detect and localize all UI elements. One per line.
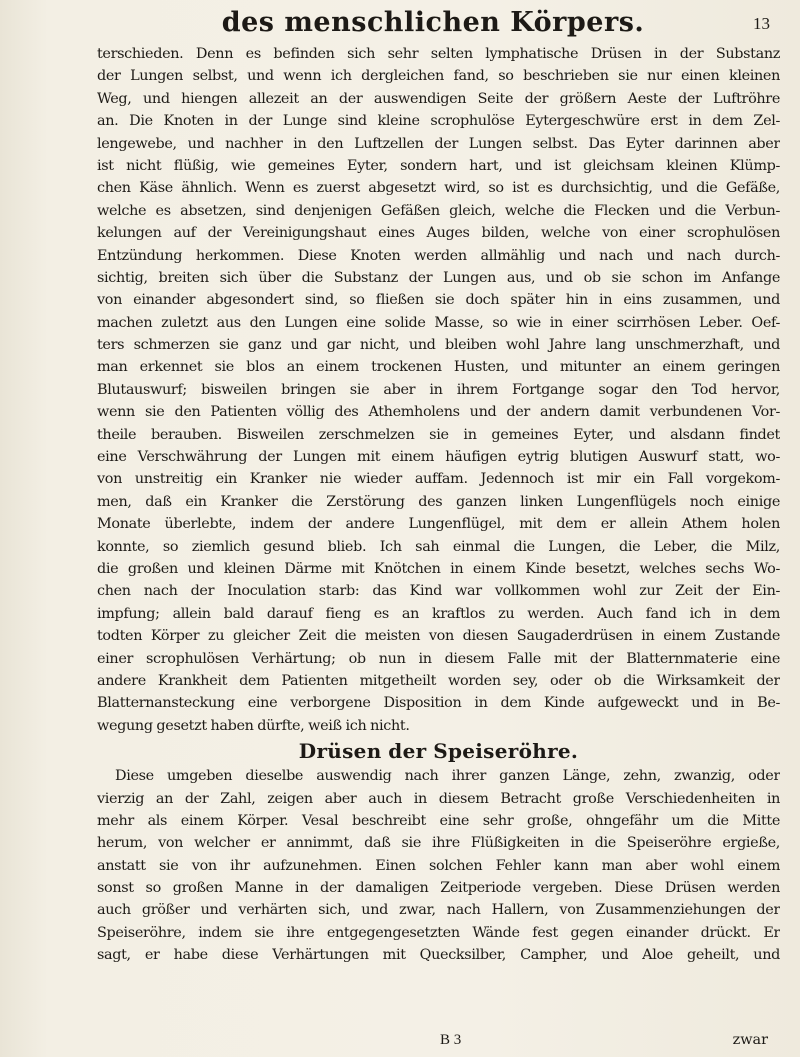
page-header — [96, 6, 770, 40]
text-line: men, daß ein Kranker die Zerstörung des ganzen linken Lungenflügels noch einige — [97, 493, 780, 510]
text-line: vierzig an der Zahl, zeigen aber auch in diesem Betracht große Verschiedenheiten in — [97, 790, 780, 807]
text-line: ters schmerzen sie ganz und gar nicht, und bleiben wohl Jahre lang unschmerzhaft, und — [97, 337, 780, 354]
text-line: machen zuletzt aus den Lungen eine solide Masse, so wie in einer scirrhösen Leber. Oef- — [97, 314, 780, 331]
text-line: die großen und kleinen Därme mit Knötchen in einem Kinde besetzt, welches sechs Wo- — [97, 560, 780, 577]
text-line: Monate überlebte, indem der andere Lungenflügel, mit dem er allein Athem holen — [97, 516, 780, 533]
text-line: der Lungen selbst, und wenn ich dergleichen fand, so beschrieben sie nur einen kleinen — [97, 68, 780, 85]
text-line: chen Käse ähnlich. Wenn es zuerst abgesetzt wird, so ist es durchsichtig, und die Gefäße, — [97, 180, 780, 197]
text-line: wegung gesetzt haben dürfte, weiß ich nicht. — [97, 717, 410, 734]
text-line: wenn sie den Patienten völlig des Athemholens und der andern damit verbundenen Vor- — [97, 404, 780, 421]
paragraph-2 — [97, 765, 780, 967]
body-text — [97, 43, 780, 967]
signature-mark: B 3 — [440, 1032, 462, 1048]
catchword: zwar — [732, 1032, 768, 1048]
text-line: sichtig, breiten sich über die Substanz der Lungen aus, und ob sie schon im Anfange — [97, 269, 780, 286]
text-line: todten Körper zu gleicher Zeit die meisten von diesen Saugaderdrüsen in einem Zustande — [97, 628, 780, 645]
text-line: Speiseröhre, indem sie ihre entgegengesetzten Wände fest gegen einander drückt. Er — [97, 924, 780, 941]
text-line: terschieden. Denn es befinden sich sehr selten lymphatische Drüsen in der Substanz — [97, 46, 780, 62]
text-line: an. Die Knoten in der Lunge sind kleine scrophulöse Eytergeschwüre erst in dem Zel- — [97, 113, 780, 130]
text-line: sonst so großen Manne in der damaligen Zeitperiode vergeben. Diese Drüsen werden — [97, 880, 780, 897]
text-line: Blutauswurf; bisweilen bringen sie aber in ihrem Fortgange sogar den Tod hervor, — [97, 381, 780, 398]
text-line: sagt, er habe diese Verhärtungen mit Quecksilber, Campher, und Aloe geheilt, und — [97, 947, 780, 964]
text-line: andere Krankheit dem Patienten mitgetheilt worden sey, oder ob die Wirksamkeit der — [97, 672, 780, 689]
text-line: Entzündung herkommen. Diese Knoten werden allmählig und nach und nach durch- — [97, 247, 780, 264]
text-line: von unstreitig ein Kranker nie wieder auffam. Jedennoch ist mir ein Fall vorgekom- — [97, 471, 780, 488]
text-line: auch größer und verhärten sich, und zwar, nach Hallern, von Zusammenziehungen der — [97, 902, 780, 919]
running-head: des menschlichen Körpers. — [221, 7, 645, 38]
text-line: eine Verschwährung der Lungen mit einem häufigen eytrig blutigen Auswurf statt, wo- — [97, 449, 780, 466]
text-line: herum, von welcher er annimmt, daß sie ihre Flüßigkeiten in die Speiseröhre ergieße, — [97, 835, 780, 852]
text-line: Blatternansteckung eine verborgene Disposition in dem Kinde aufgeweckt und in Be- — [97, 695, 780, 712]
paragraph-1 — [97, 43, 780, 737]
text-line: von einander abgesondert sind, so fließen sie doch später hin in eins zusammen, und — [97, 292, 780, 309]
text-line: Weg, und hiengen allezeit an der auswendigen Seite der größern Aeste der Luftröhre — [97, 90, 780, 107]
text-line: mehr als einem Körper. Vesal beschreibt eine sehr große, ohngefähr um die Mitte — [97, 812, 780, 829]
text-line: ist nicht flüßig, wie gemeines Eyter, sondern hart, und ist gleichsam kleinen Klümp- — [97, 157, 780, 174]
text-line: chen nach der Inoculation starb: das Kind war vollkommen wohl zur Zeit der Ein- — [97, 583, 780, 600]
page-number: 13 — [753, 14, 770, 33]
text-line: lengewebe, und nachher in den Luftzellen der Lungen selbst. Das Eyter darinnen aber — [97, 135, 780, 152]
text-line: anstatt sie von ihr aufzunehmen. Einen solchen Fehler kann man aber wohl einem — [97, 857, 780, 874]
text-line: impfung; allein bald darauf fieng es an kraftlos zu werden. Auch fand ich in dem — [97, 605, 780, 622]
text-line: welche es absetzen, sind denjenigen Gefäßen gleich, welche die Flecken und die Verbun- — [97, 202, 780, 219]
text-line: kelungen auf der Vereinigungshaut eines Auges bilden, welche von einer scrophulösen — [97, 225, 780, 242]
text-line: konnte, so ziemlich gesund blieb. Ich sah einmal die Lungen, die Leber, die Milz, — [97, 538, 780, 555]
text-line: man erkennet sie blos an einem trockenen Husten, und mitunter an einem geringen — [97, 359, 780, 376]
text-line: einer scrophulösen Verhärtung; ob nun in diesem Falle mit der Blatternmaterie eine — [97, 650, 780, 667]
text-line: theile berauben. Bisweilen zerschmelzen sie in gemeines Eyter, und alsdann findet — [97, 426, 780, 443]
text-line: Diese umgeben dieselbe auswendig nach ihrer ganzen Länge, zehn, zwanzig, oder — [115, 768, 780, 785]
section-heading: Drüsen der Speiseröhre. — [298, 739, 579, 764]
